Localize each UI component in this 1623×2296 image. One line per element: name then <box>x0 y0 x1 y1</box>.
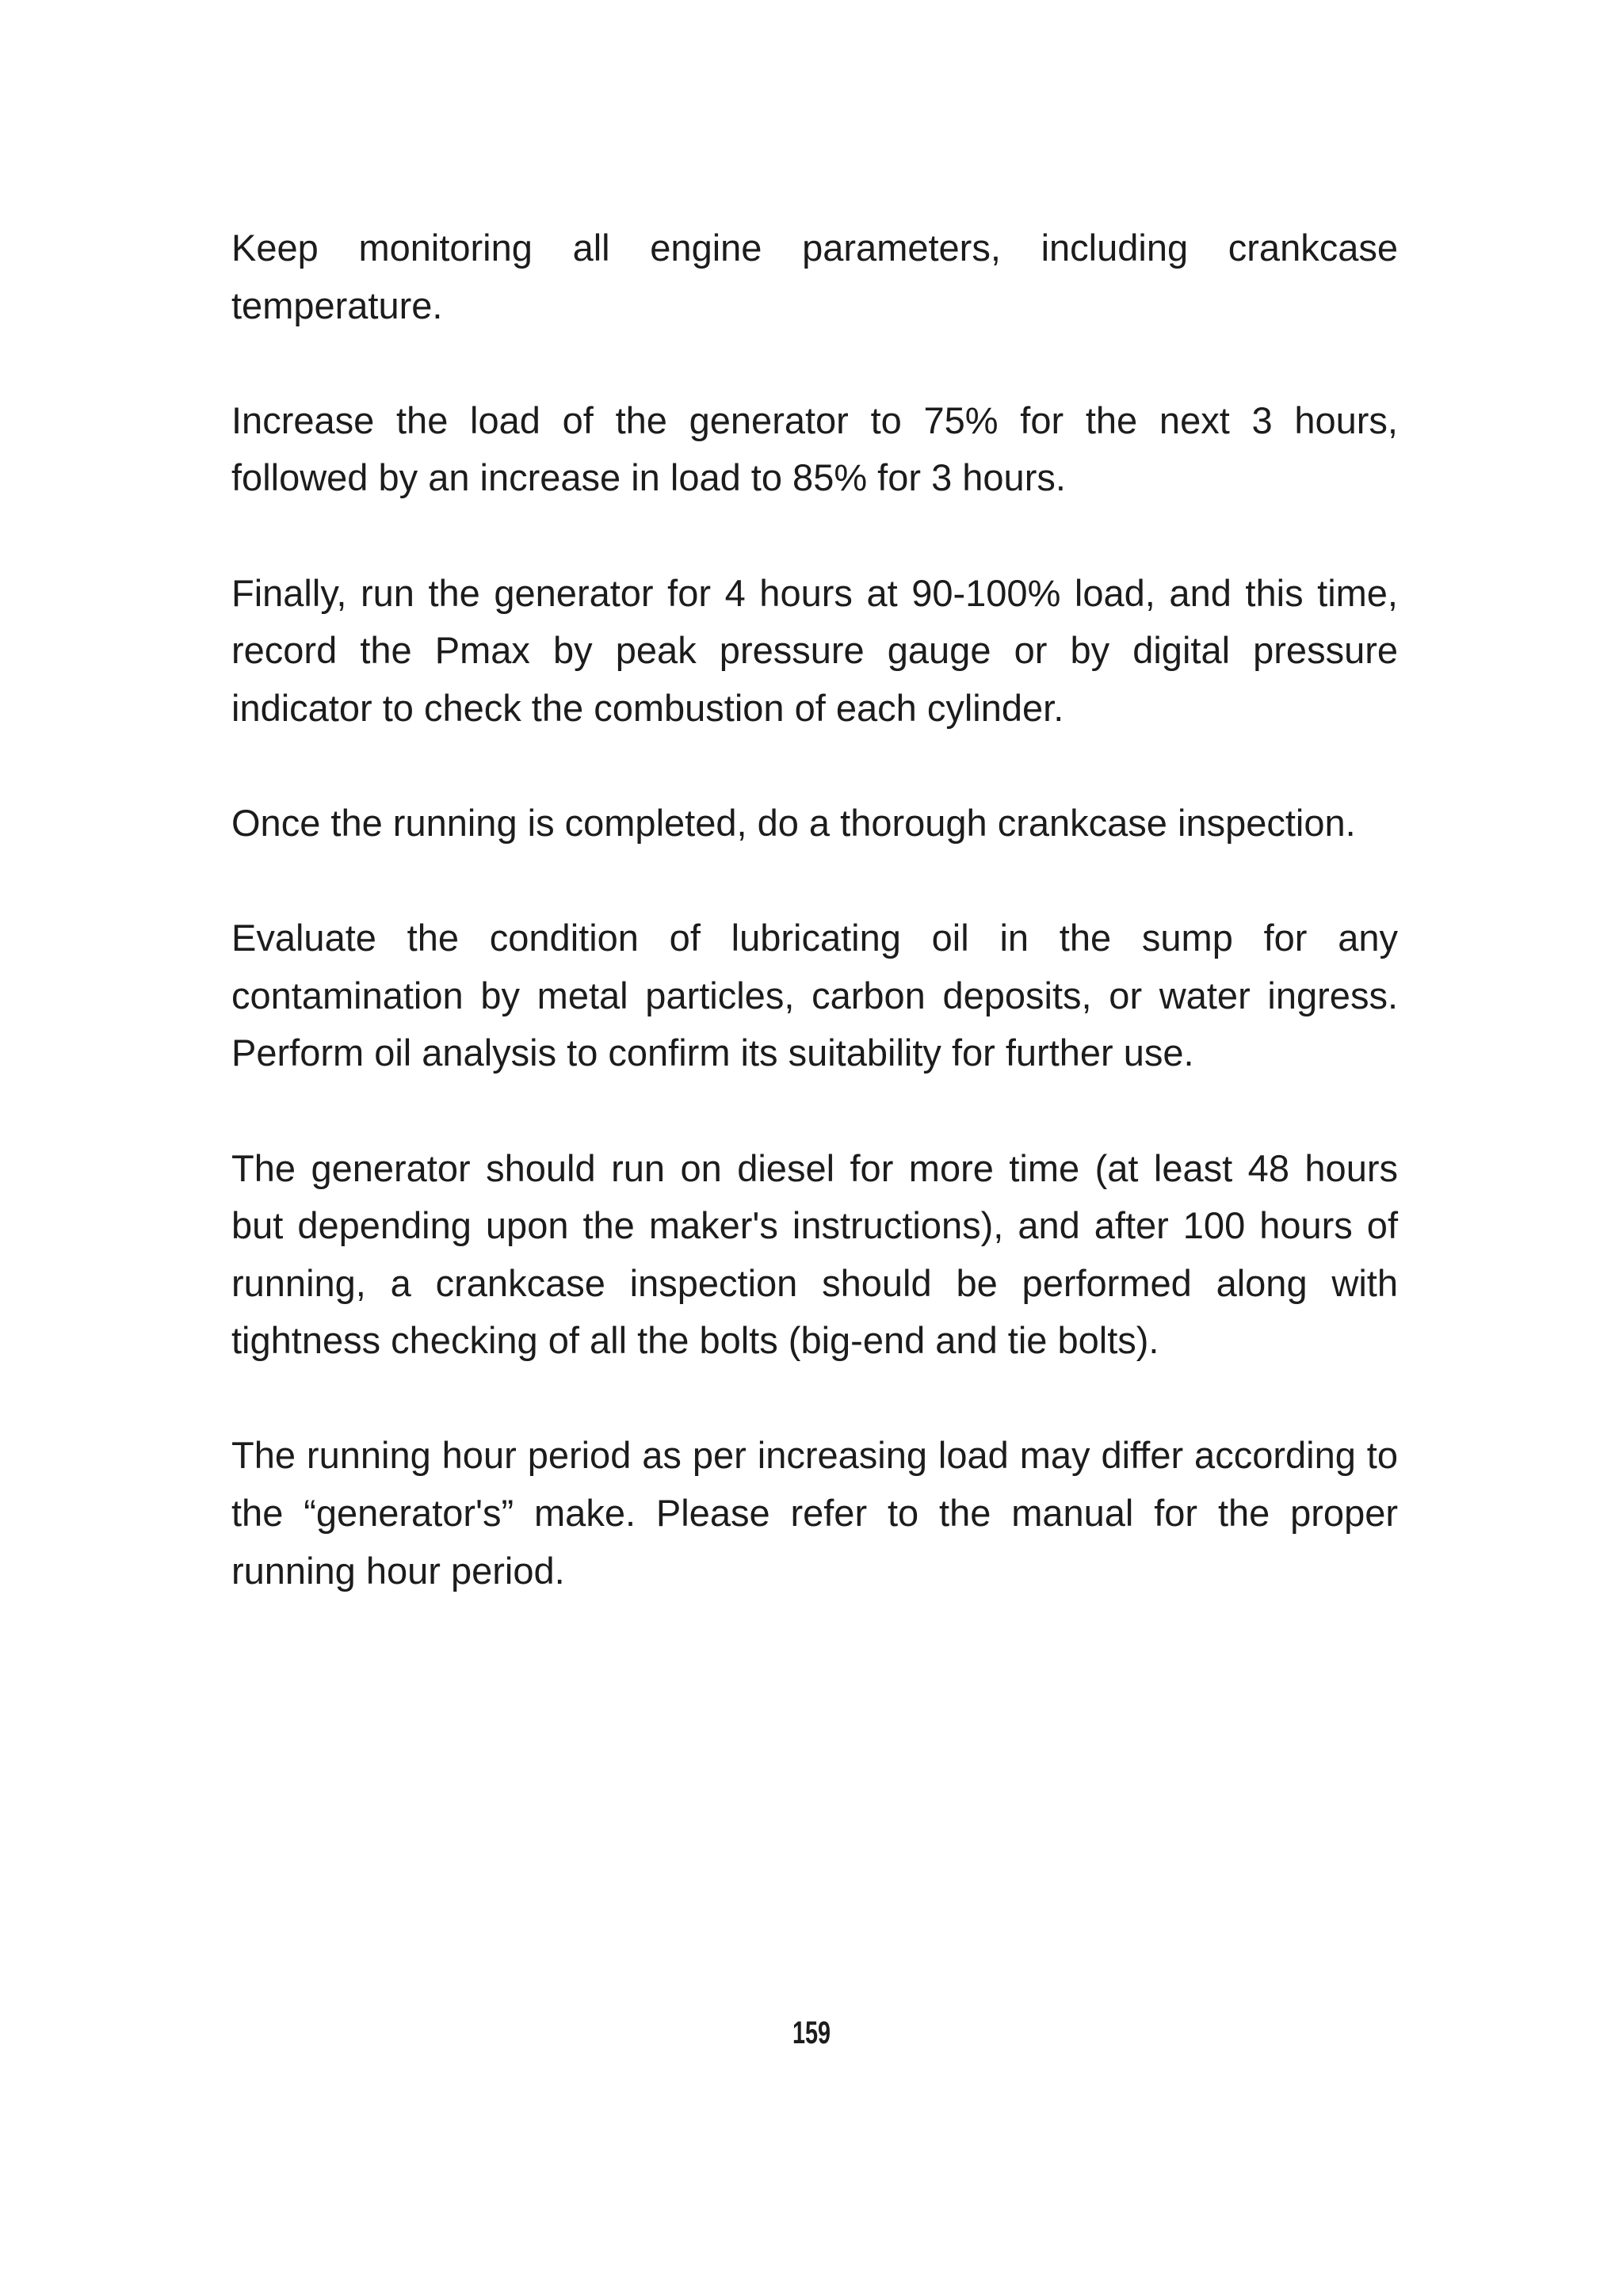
paragraph: Evaluate the condition of lubricating oil in the sump for any contamination by metal particles, carbon deposits, or water ingress. Perform oil analysis to confirm its suitability for further use. <box>231 917 1398 1074</box>
paragraph: Keep monitoring all engine parameters, including crankcase temperature. <box>231 227 1398 326</box>
paragraph: The generator should run on diesel for more time (at least 48 hours but depending upon the maker's instructions), and after 100 hours of running, a crankcase inspection should be performed along with tightness checking of all the bolts (big-end and tie bolts). <box>231 1146 1398 1362</box>
paragraph: Once the running is completed, do a thorough crankcase inspection. <box>231 801 1356 844</box>
paragraph: The running hour period as per increasing load may differ according to the “generator's” make. Please refer to the manual for the proper running hour period. <box>231 1434 1398 1592</box>
body-text <box>231 219 1398 1657</box>
paragraph: Increase the load of the generator to 75% for the next 3 hours, followed by an increase in load to 85% for 3 hours. <box>231 399 1398 499</box>
paragraph: Finally, run the generator for 4 hours at 90-100% load, and this time, record the Pmax by peak pressure gauge or by digital pressure indicator to check the combustion of each cylinder. <box>231 571 1398 729</box>
page-number: 159 <box>792 2016 831 2050</box>
